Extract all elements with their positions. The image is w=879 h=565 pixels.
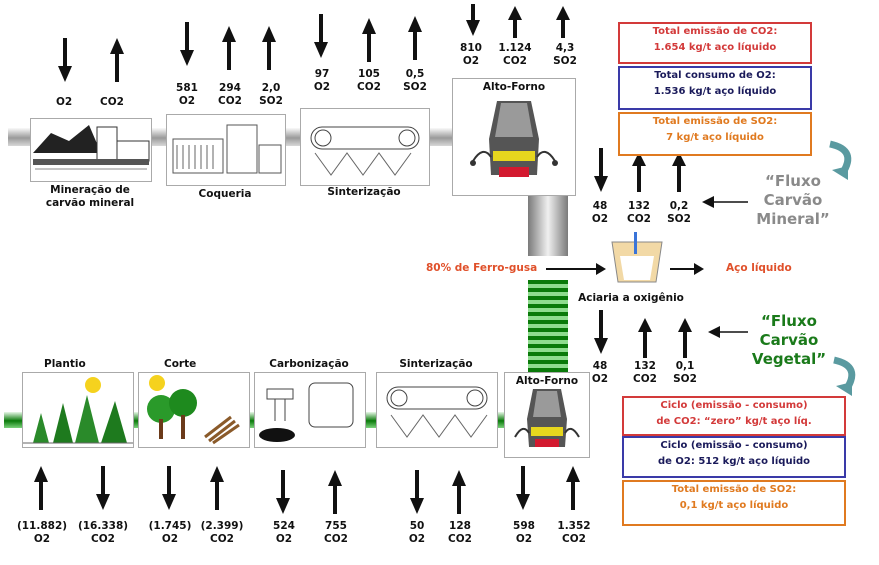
flux-mineral-label: “Fluxo Carvão Mineral”: [756, 172, 830, 228]
box-line: de CO2: “zero” kg/t aço líq.: [656, 416, 812, 427]
arrow-down-icon: [594, 148, 608, 192]
flow-label-co2: 1.124 CO2: [498, 42, 532, 67]
altoforno-bottom-panel: [504, 372, 590, 458]
sinter-bottom-illustration: [377, 373, 497, 447]
mining-illustration: [31, 119, 151, 181]
flow-label-so2: 0,2 SO2: [667, 200, 691, 225]
flow-label-co2: 1.352 CO2: [557, 520, 591, 545]
flow-label-o2: 50 O2: [408, 520, 426, 545]
arrow-up-icon: [262, 26, 276, 70]
flow-label-co2: CO2: [100, 96, 124, 108]
arrow-up-icon: [632, 152, 646, 192]
arrow-down-icon: [276, 470, 290, 514]
plantio-illustration: [23, 373, 133, 447]
stage-label-corte: Corte: [164, 358, 197, 370]
flow-label-co2: 132 CO2: [627, 200, 651, 225]
box-line: Total consumo de O2:: [654, 70, 776, 81]
arrow-up-icon: [328, 470, 342, 514]
corte-panel: [138, 372, 250, 448]
arrow-down-icon: [516, 466, 530, 510]
arrow-up-icon: [362, 18, 376, 62]
arrow-left-icon: [708, 326, 748, 338]
flow-label-o2: 581 O2: [176, 82, 198, 107]
arrow-up-icon: [556, 6, 570, 38]
arrow-up-icon: [34, 466, 48, 510]
arrow-down-icon: [466, 4, 480, 36]
flow-label-o2: 598 O2: [513, 520, 535, 545]
plantio-panel: [22, 372, 134, 448]
box-line: 0,1 kg/t aço líquido: [679, 500, 789, 511]
converter-icon: [604, 232, 670, 288]
total-o2-box: [618, 66, 812, 110]
flow-label-co2: 128 CO2: [448, 520, 472, 545]
box-line: Ciclo (emissão - consumo): [660, 400, 808, 411]
total-so2-box: [618, 112, 812, 156]
arrow-down-icon: [96, 466, 110, 510]
arrow-down-icon: [162, 466, 176, 510]
arrow-down-icon: [58, 38, 72, 82]
stage-label-sinter-top: Sinterização: [327, 186, 401, 198]
cycle-o2-box: [622, 436, 846, 478]
arrow-up-icon: [566, 466, 580, 510]
arrow-up-icon: [222, 26, 236, 70]
flow-label-co2: 294 CO2: [218, 82, 242, 107]
flow-label-so2: 0,1 SO2: [673, 360, 697, 385]
flow-label-o2: 524 O2: [273, 520, 295, 545]
total-so2-vegetal-box: [622, 480, 846, 526]
flow-label-o2: 97 O2: [313, 68, 331, 93]
arrow-up-icon: [210, 466, 224, 510]
cycle-co2-box: [622, 396, 846, 436]
arrow-down-icon: [410, 470, 424, 514]
box-line: 7 kg/t aço líquido: [666, 132, 764, 143]
arrow-up-icon: [678, 318, 692, 358]
coqueria-panel: [166, 114, 286, 186]
arrow-up-icon: [110, 38, 124, 82]
arrow-right-icon: [670, 262, 704, 276]
flow-label-co2: 755 CO2: [324, 520, 348, 545]
flow-label-so2: 0,5 SO2: [403, 68, 427, 93]
flow-label-o2: 48 O2: [591, 200, 609, 225]
coke-oven-illustration: [167, 115, 285, 185]
blast-furnace-top-icon: [453, 79, 575, 195]
aco-liquido-label: Aço líquido: [726, 262, 792, 274]
flow-label-o2: (1.745) O2: [148, 520, 192, 545]
total-co2-box: [618, 22, 812, 64]
flux-vegetal-label: “Fluxo Carvão Vegetal”: [751, 312, 827, 368]
sinter-illustration: [301, 109, 429, 185]
stage-label-plantio: Plantio: [44, 358, 86, 370]
stage-label-coqueria: Coqueria: [198, 188, 252, 200]
flow-label-co2: (2.399) CO2: [200, 520, 244, 545]
box-line: 1.654 kg/t aço líquido: [653, 42, 777, 53]
stage-label-mining: Mineração de carvão mineral: [45, 184, 135, 209]
box-line: Total emissão de SO2:: [652, 116, 778, 127]
arrow-up-icon: [638, 318, 652, 358]
stage-label-sinter-bottom: Sinterização: [399, 358, 473, 370]
box-line: de O2: 512 kg/t aço líquido: [657, 456, 811, 467]
aciaria-label: Aciaria a oxigênio: [578, 292, 684, 304]
arrow-down-icon: [594, 310, 608, 354]
corte-illustration: [139, 373, 249, 447]
ferro-gusa-label: 80% de Ferro-gusa: [426, 262, 538, 274]
arrow-right-icon: [546, 262, 606, 276]
box-line: Total emissão de CO2:: [652, 26, 778, 37]
arrow-down-icon: [314, 14, 328, 58]
flow-label-o2: 48 O2: [591, 360, 609, 385]
mining-panel: [30, 118, 152, 182]
box-line: Total emissão de SO2:: [671, 484, 797, 495]
arrow-up-icon: [452, 470, 466, 514]
stage-label-altoforno-bottom: Alto-Forno: [515, 375, 579, 387]
sinter-bottom-panel: [376, 372, 498, 448]
flow-label-so2: 4,3 SO2: [553, 42, 577, 67]
sinter-top-panel: [300, 108, 430, 186]
flow-label-o2: O2: [56, 96, 73, 108]
box-line: 1.536 kg/t aço líquido: [653, 86, 777, 97]
arrow-up-icon: [672, 152, 686, 192]
flow-label-o2: 810 O2: [460, 42, 482, 67]
flow-label-so2: 2,0 SO2: [259, 82, 283, 107]
flow-label-co2: 132 CO2: [633, 360, 657, 385]
arrow-left-icon: [702, 196, 748, 208]
arrow-down-icon: [180, 22, 194, 66]
flow-label-co2: 105 CO2: [357, 68, 381, 93]
stage-label-carbonizacao: Carbonização: [269, 358, 349, 370]
arrow-up-icon: [408, 16, 422, 60]
box-line: Ciclo (emissão - consumo): [660, 440, 808, 451]
carbonizacao-panel: [254, 372, 366, 448]
flow-label-co2: (16.338) CO2: [77, 520, 129, 545]
vertical-pipe-mineral: [528, 196, 568, 256]
arrow-up-icon: [508, 6, 522, 38]
flow-label-o2: (11.882) O2: [16, 520, 68, 545]
carbonizacao-illustration: [255, 373, 365, 447]
altoforno-top-panel: [452, 78, 576, 196]
stage-label-altoforno-top: Alto-Forno: [482, 81, 546, 93]
